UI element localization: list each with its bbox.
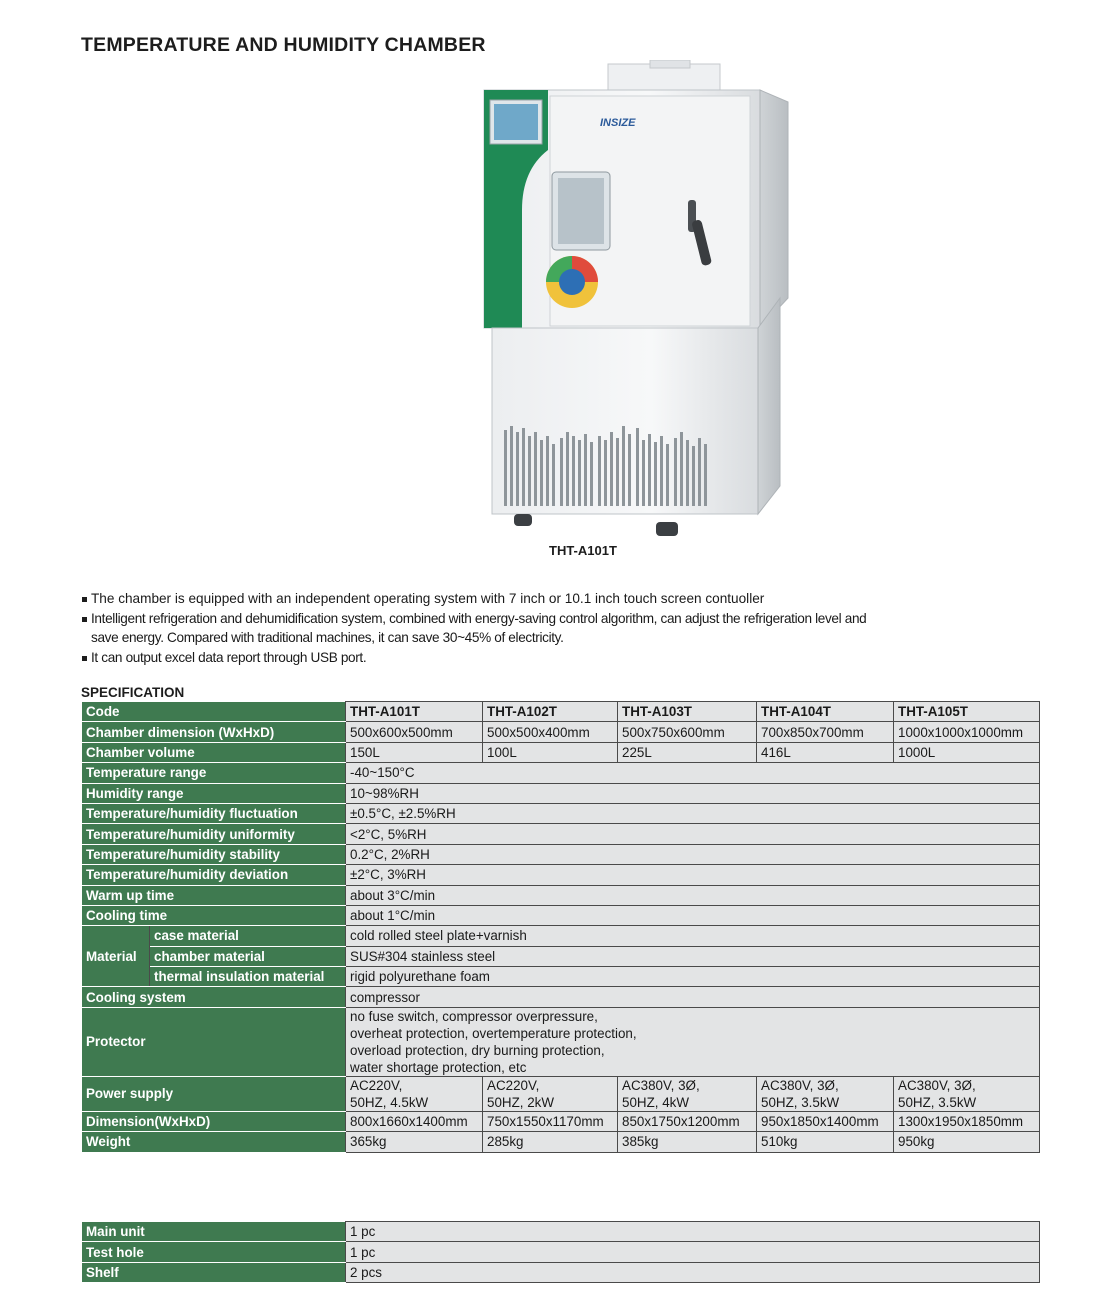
table-row: Material case material cold rolled steel plate+varnish: [82, 926, 1040, 946]
table-row: Test hole 1 pc: [82, 1242, 1040, 1262]
page-title: TEMPERATURE AND HUMIDITY CHAMBER: [81, 34, 486, 56]
table-row: Warm up time about 3°C/min: [82, 885, 1040, 905]
table-row: Protector no fuse switch, compressor overpressure, overheat protection, overtemperature protection, overload protection, dry burning protection, water shortage protection, etc: [82, 1007, 1040, 1076]
table-row: Cooling time about 1°C/min: [82, 905, 1040, 925]
bullet-icon: [81, 648, 91, 668]
feature-list: [81, 589, 981, 667]
package-contents-table: [81, 1221, 1040, 1283]
table-row: Chamber volume 150L 100L 225L 416L 1000L: [82, 742, 1040, 762]
table-row: Weight 365kg 285kg 385kg 510kg 950kg: [82, 1132, 1040, 1152]
table-row: Temperature/humidity deviation ±2°C, 3%RH: [82, 865, 1040, 885]
specification-table: [81, 701, 1040, 1153]
chamber-product-image: [470, 60, 800, 540]
table-row: Humidity range 10~98%RH: [82, 783, 1040, 803]
feature-item-continuation: save energy. Compared with traditional machines, it can save 30~45% of electricity.: [91, 630, 564, 645]
table-row: Dimension(WxHxD) 800x1660x1400mm 750x1550x1170mm 850x1750x1200mm 950x1850x1400mm 1300x1950x1850mm: [82, 1111, 1040, 1131]
table-row: Code THT-A101T THT-A102T THT-A103T THT-A104T THT-A105T: [82, 702, 1040, 722]
svg-text:INSIZE: INSIZE: [600, 117, 636, 129]
table-row: Temperature range -40~150°C: [82, 763, 1040, 783]
table-row: Temperature/humidity fluctuation ±0.5°C, ±2.5%RH: [82, 803, 1040, 823]
spec-heading: SPECIFICATION: [81, 685, 185, 700]
image-caption: THT-A101T: [549, 543, 617, 558]
table-row: chamber material SUS#304 stainless steel: [82, 946, 1040, 966]
table-row: thermal insulation material rigid polyurethane foam: [82, 967, 1040, 987]
table-row: Cooling system compressor: [82, 987, 1040, 1007]
table-row: Chamber dimension (WxHxD) 500x600x500mm 500x500x400mm 500x750x600mm 700x850x700mm 1000x1000x1000mm: [82, 722, 1040, 742]
feature-item: Intelligent refrigeration and dehumidification system, combined with energy-saving control algorithm, can adjust the refrigeration level and: [81, 609, 981, 629]
bullet-icon: [81, 609, 91, 629]
table-row: Temperature/humidity stability 0.2°C, 2%RH: [82, 844, 1040, 864]
feature-item: The chamber is equipped with an independent operating system with 7 inch or 10.1 inch touch screen contuoller: [81, 589, 981, 609]
table-row: Main unit 1 pc: [82, 1222, 1040, 1242]
table-row: Shelf 2 pcs: [82, 1262, 1040, 1282]
feature-item: It can output excel data report through USB port.: [81, 648, 981, 668]
bullet-icon: [81, 589, 91, 609]
table-row: Power supply AC220V, 50HZ, 4.5kW AC220V, 50HZ, 2kW AC380V, 3Ø, 50HZ, 4kW AC380V, 3Ø, 50HZ, 3.5kW AC380V, 3Ø, 50HZ, 3.5kW: [82, 1076, 1040, 1111]
table-row: Temperature/humidity uniformity <2°C, 5%RH: [82, 824, 1040, 844]
